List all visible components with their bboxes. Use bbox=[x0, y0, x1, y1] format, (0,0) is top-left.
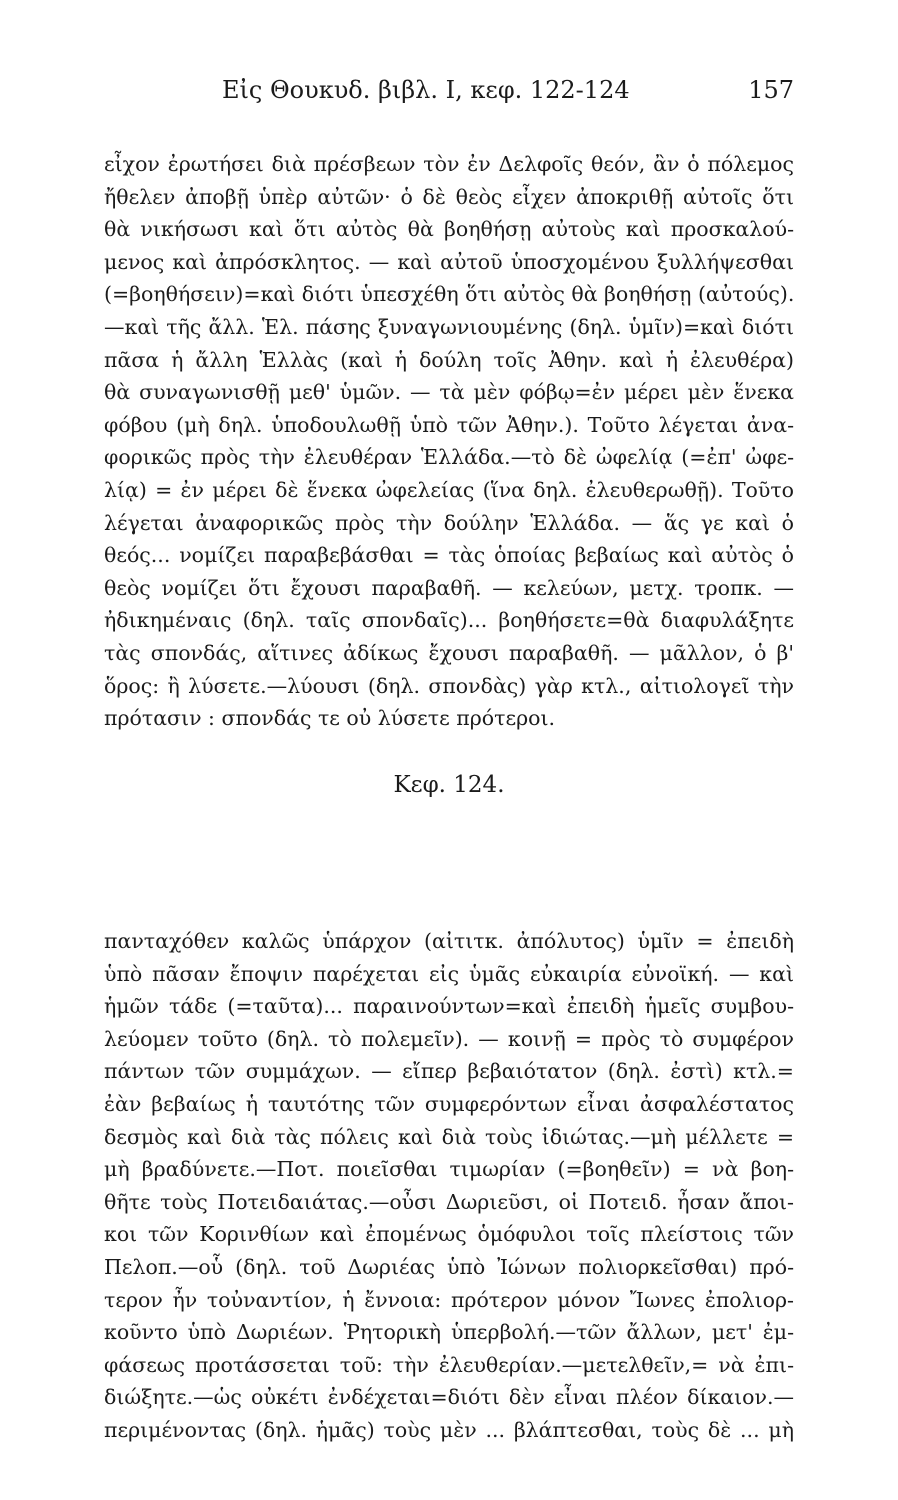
text-line: θῆτε τοὺς Ποτειδαιάτας.—οὖσι Δωριεῦσι, οἱ Ποτειδ. ἦσαν ἄποι- bbox=[104, 1189, 794, 1214]
text-line: πρότασιν : σπονδάς τε οὐ λύσετε πρότεροι. bbox=[104, 706, 556, 731]
text-line: φόβου (μὴ δηλ. ὑποδουλωθῇ ὑπὸ τῶν Ἀθην.). Τοῦτο λέγεται ἀνα- bbox=[104, 412, 794, 437]
page-number: 157 bbox=[748, 76, 794, 104]
text-line: δεσμὸς καὶ διὰ τὰς πόλεις καὶ διὰ τοὺς ἰδιώτας.—μὴ μέλλετε = bbox=[104, 1124, 794, 1149]
text-line: θὰ συναγωνισθῇ μεθ' ὑμῶν. — τὰ μὲν φόβῳ=ἐν μέρει μὲν ἕνεκα bbox=[104, 380, 794, 405]
text-line: διώξητε.—ὡς οὐκέτι ἐνδέχεται=διότι δὲν εἶναι πλέον δίκαιον.— bbox=[104, 1385, 794, 1410]
commentary-paragraph-1 bbox=[104, 148, 794, 735]
text-line: κοι τῶν Κορινθίων καὶ ἐπομένως ὁμόφυλοι τοῖς πλείστοις τῶν bbox=[104, 1222, 794, 1247]
running-header bbox=[104, 76, 794, 110]
text-line: περιμένοντας (δηλ. ἡμᾶς) τοὺς μὲν ... βλάπτεσθαι, τοὺς δὲ ... μὴ bbox=[104, 1417, 794, 1442]
text-line: —καὶ τῆς ἄλλ. Ἑλ. πάσης ξυναγωνιουμένης (δηλ. ὑμῖν)=καὶ διότι bbox=[104, 314, 794, 339]
text-line: φάσεως προτάσσεται τοῦ: τὴν ἐλευθερίαν.—μετελθεῖν,= νὰ ἐπι- bbox=[104, 1352, 794, 1377]
text-line: φορικῶς πρὸς τὴν ἐλευθέραν Ἑλλάδα.—τὸ δὲ ὠφελίᾳ (=ἐπ' ὠφε- bbox=[104, 445, 794, 470]
text-line: τὰς σπονδάς, αἵτινες ἀδίκως ἔχουσι παραβαθῆ. — μᾶλλον, ὁ β' bbox=[104, 640, 794, 665]
text-line: ὑπὸ πᾶσαν ἔποψιν παρέχεται εἰς ὑμᾶς εὐκαιρία εὐνοϊκή. — καὶ bbox=[104, 961, 794, 986]
text-line: Πελοπ.—οὗ (δηλ. τοῦ Δωριέας ὑπὸ Ἰώνων πολιορκεῖσθαι) πρό- bbox=[104, 1254, 794, 1279]
text-line: ἡμῶν τάδε (=ταῦτα)... παραινούντων=καὶ ἐπειδὴ ἡμεῖς συμβου- bbox=[104, 994, 794, 1019]
text-line: ἠδικημέναις (δηλ. ταῖς σπονδαῖς)... βοηθήσετε=θὰ διαφυλάξητε bbox=[104, 608, 794, 633]
text-line: πάντων τῶν συμμάχων. — εἴπερ βεβαιότατον (δηλ. ἐστὶ) κτλ.= bbox=[104, 1059, 794, 1084]
text-line: ἤθελεν ἀποβῇ ὑπὲρ αὐτῶν· ὁ δὲ θεὸς εἶχεν ἀποκριθῇ αὐτοῖς ὅτι bbox=[104, 184, 794, 209]
text-line: (=βοηθήσειν)=καὶ διότι ὑπεσχέθη ὅτι αὐτὸς θὰ βοηθήσῃ (αὐτούς). bbox=[104, 282, 794, 307]
text-line: πᾶσα ἡ ἄλλη Ἑλλὰς (καὶ ἡ δούλη τοῖς Ἀθην. καὶ ἡ ἐλευθέρα) bbox=[104, 347, 794, 372]
running-title: Εἰς Θουκυδ. βιβλ. I, κεφ. 122-124 bbox=[222, 76, 630, 104]
text-line: λέγεται ἀναφορικῶς πρὸς τὴν δούλην Ἑλλάδα. — ἅς γε καὶ ὁ bbox=[104, 510, 794, 535]
text-line: ἐὰν βεβαίως ἡ ταυτότης τῶν συμφερόντων εἶναι ἀσφαλέστατος bbox=[104, 1091, 794, 1116]
text-line: λεύομεν τοῦτο (δηλ. τὸ πολεμεῖν). — κοινῇ = πρὸς τὸ συμφέρον bbox=[104, 1026, 794, 1051]
text-line: θὰ νικήσωσι καὶ ὅτι αὐτὸς θὰ βοηθήσῃ αὐτοὺς καὶ προσκαλού- bbox=[104, 217, 794, 242]
commentary-paragraph-2 bbox=[104, 925, 794, 1447]
text-line: κοῦντο ὑπὸ Δωριέων. Ῥητορικὴ ὑπερβολή.—τῶν ἄλλων, μετ' ἐμ- bbox=[104, 1320, 794, 1345]
text-line: μὴ βραδύνετε.—Ποτ. ποιεῖσθαι τιμωρίαν (=βοηθεῖν) = νὰ βοη- bbox=[104, 1157, 794, 1182]
text-line: ὅρος: ἢ λύσετε.—λύουσι (δηλ. σπονδὰς) γὰρ κτλ., αἰτιολογεῖ τὴν bbox=[104, 673, 794, 698]
text-line: μενος καὶ ἀπρόσκλητος. — καὶ αὐτοῦ ὑποσχομένου ξυλλήψεσθαι bbox=[104, 249, 794, 274]
section-heading: Κεφ. 124. bbox=[393, 772, 505, 798]
text-line: τερον ἦν τοὐναντίον, ἡ ἔννοια: πρότερον μόνον Ἴωνες ἐπολιορ- bbox=[104, 1287, 794, 1312]
text-line: θεός... νομίζει παραβεβάσθαι = τὰς ὁποίας βεβαίως καὶ αὐτὸς ὁ bbox=[104, 543, 794, 568]
text-line: εἶχον ἐρωτήσει διὰ πρέσβεων τὸν ἐν Δελφοῖς θεόν, ἂν ὁ πόλεμος bbox=[104, 152, 794, 176]
text-line: λίᾳ) = ἐν μέρει δὲ ἕνεκα ὠφελείας (ἵνα δηλ. ἐλευθερωθῇ). Τοῦτο bbox=[104, 477, 794, 502]
text-line: πανταχόθεν καλῶς ὑπάρχον (αἰτιτκ. ἀπόλυτος) ὑμῖν = ἐπειδὴ bbox=[104, 929, 794, 953]
text-line: θεὸς νομίζει ὅτι ἔχουσι παραβαθῆ. — κελεύων, μετχ. τροπκ. — bbox=[104, 575, 794, 600]
